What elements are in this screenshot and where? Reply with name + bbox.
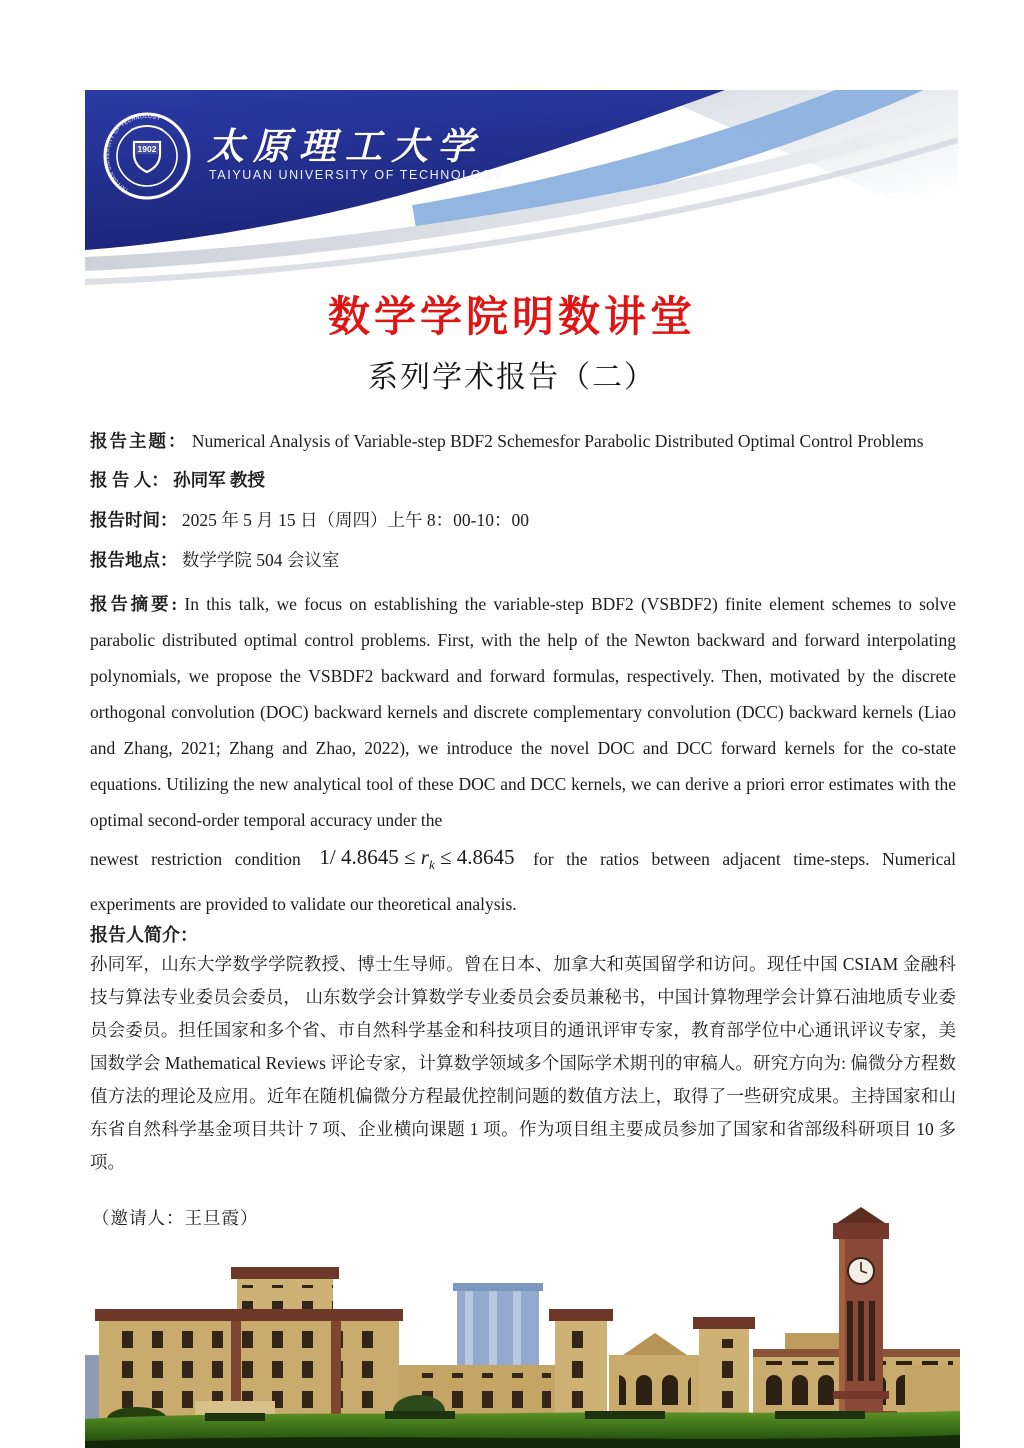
venue-row	[90, 547, 956, 574]
clock-tower	[825, 1207, 897, 1427]
venue-value: 数学学院 504 会议室	[181, 550, 340, 570]
topic-row	[90, 428, 956, 455]
abstract-label: 报告摘要:	[90, 594, 178, 614]
topic-value: Numerical Analysis of Variable-step BDF2 Schemesfor Parabolic Distributed Optimal Control Problems	[191, 431, 924, 451]
time-label: 报告时间：	[90, 510, 178, 530]
campus-photo	[85, 1205, 960, 1448]
formula-lhs: 1/ 4.8645 ≤	[319, 845, 421, 869]
speaker-label: 报 告 人：	[90, 470, 169, 490]
report-details	[90, 428, 956, 1179]
logo-ring-text: TAIYUAN UNIVERSITY OF TECHNOLOGY	[104, 113, 162, 193]
bio-paragraph: 孙同军，山东大学数学学院教授、博士生导师。曾在日本、加拿大和英国留学和访问。现任中国 CSIAM 金融科技与算法专业委员会委员， 山东数学会计算数学专业委员会委员兼秘书，中国计算物理学会计算石油地质专业委员会委员。担任国家和多个省、市自然科学基金和科技项目的通讯评审专家，教育部学位中心通讯评议专家，美国数学会 Mathematical Reviews 评论专家，计算数学领域多个国际学术期刊的审稿人。研究方向为: 偏微分方程数值方法的理论及应用。近年在随机偏微分方程最优控制问题的数值方法上，取得了一些研究成果。主持国家和山东省自然科学基金项目共计 7 项、企业横向课题 1 项。作为项目组主要成员参加了国家和省部级科研项目 10 多项。	[90, 954, 956, 1173]
bio-label: 报告人简介：	[90, 925, 198, 946]
restriction-formula	[313, 837, 520, 885]
page-subtitle: 系列学术报告（二）	[368, 361, 656, 394]
university-name-zh: 太原理工大学	[207, 127, 483, 168]
formula-rhs: ≤ 4.8645	[434, 845, 515, 869]
inviter-line: （邀请人：王旦霞）	[92, 1208, 259, 1229]
restriction-line	[90, 838, 956, 886]
abstract-paragraph	[90, 586, 956, 838]
tower-a	[549, 1309, 613, 1425]
left-building	[95, 1267, 403, 1429]
logo-calligraphy-mark	[131, 126, 163, 130]
lawn	[85, 1411, 960, 1448]
time-value: 2025 年 5 月 15 日（周四）上午 8：00-10：00	[181, 510, 529, 530]
lower-section	[85, 1179, 960, 1448]
university-banner	[85, 90, 958, 288]
formula-subscript: k	[428, 857, 435, 873]
speaker-value: 孙同军 教授	[173, 470, 265, 490]
logo-year: 1902	[137, 144, 157, 154]
university-logo	[101, 110, 193, 202]
time-row	[90, 507, 956, 534]
distant-building	[85, 1355, 99, 1425]
restriction-suffix: for the ratios between adjacent time-steps. Numerical	[533, 849, 957, 869]
abstract-text: In this talk, we focus on establishing the variable-step BDF2 (VSBDF2) finite element schemes to solve parabolic distributed optimal control problems. First, with the help of the Newton backward and forward interpolating polynomials, we propose the VSBDF2 backward and forward formulas, respectively. Then, motivated by the discrete orthogonal convolution (DOC) backward kernels and discrete complementary convolution (DCC) backward kernels (Liao and Zhang, 2021; Zhang and Zhao, 2022), we introduce the novel DOC and DCC forward kernels for the co-state equations. Utilizing the new analytical tool of these DOC and DCC kernels, we can derive a priori error estimates with the optimal second-order temporal accuracy under the	[90, 594, 957, 830]
venue-label: 报告地点：	[90, 550, 178, 570]
formula-variable: r	[420, 845, 429, 869]
restriction-prefix: newest restriction condition	[90, 849, 301, 869]
page-title: 数学学院明数讲堂	[327, 295, 696, 341]
tower-b	[693, 1317, 755, 1425]
speaker-row	[90, 467, 956, 494]
university-name-en: TAIYUAN UNIVERSITY OF TECHNOLOGY	[209, 168, 504, 182]
topic-label: 报告主题：	[90, 431, 188, 451]
abstract-tail: experiments are provided to validate our theoretical analysis.	[90, 894, 517, 915]
